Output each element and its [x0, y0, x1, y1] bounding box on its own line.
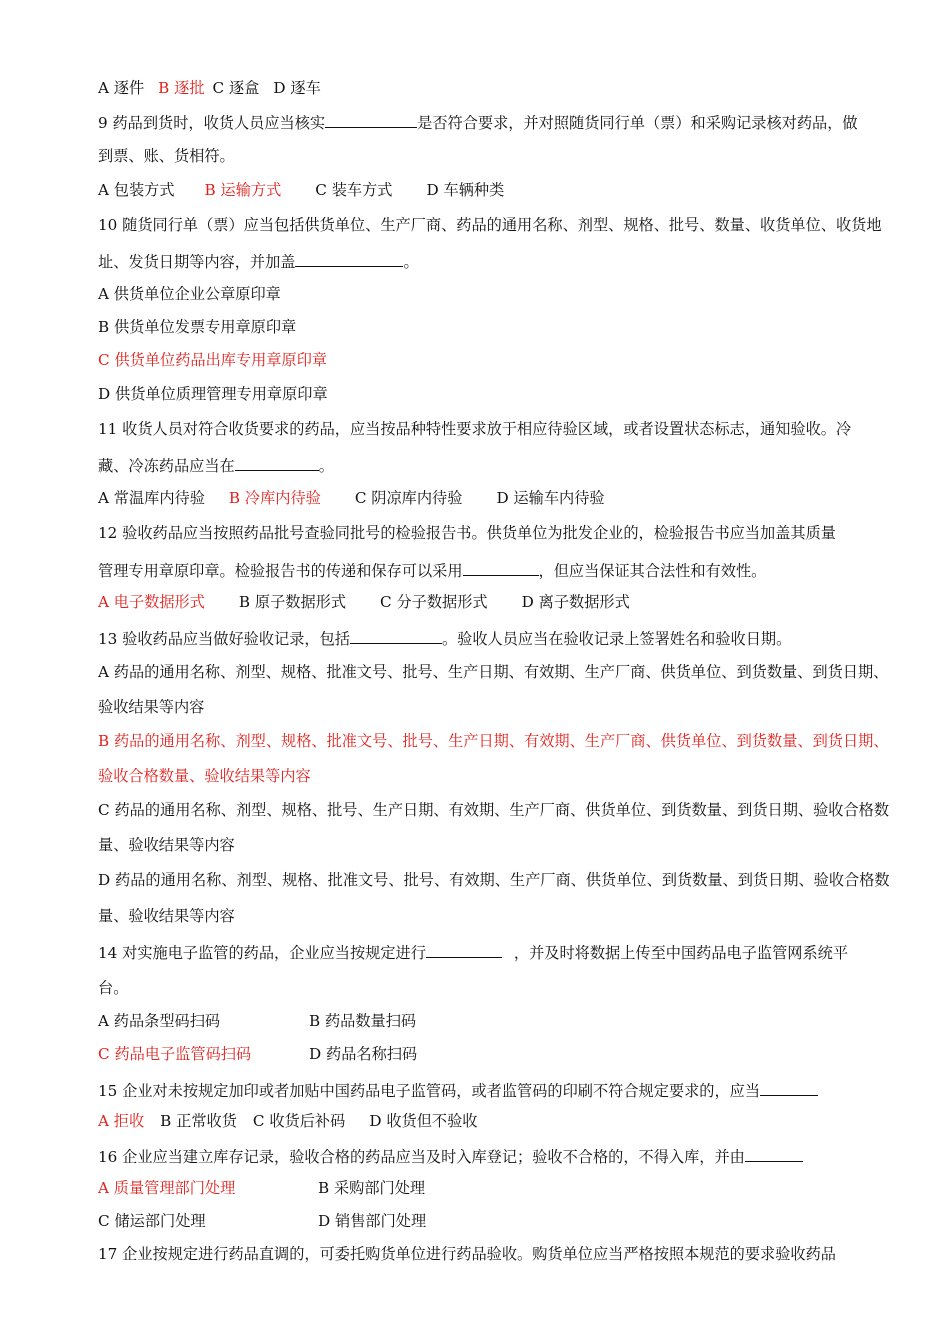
- q12-option-d: D 离子数据形式: [521, 593, 630, 611]
- q12-options-row: [98, 592, 630, 612]
- q16-question-line1: [98, 1145, 803, 1167]
- q16-options-row-2: [98, 1211, 426, 1231]
- q11-options-row: [98, 488, 605, 508]
- q15-option-a-answer: A 拒收: [98, 1112, 145, 1130]
- q13-text-post: 。验收人员应当在验收记录上签署姓名和验收日期。: [441, 630, 792, 648]
- q12-option-b: B 原子数据形式: [238, 593, 347, 611]
- q8-option-c: C 逐盒: [212, 79, 260, 97]
- q14-question-line2: 台。: [98, 979, 129, 997]
- q9-question-line2: 到票、账、货相符。: [98, 147, 235, 165]
- q15-blank: [760, 1079, 818, 1096]
- q11-option-d: D 运输车内待验: [496, 489, 605, 507]
- q15-options-row: [98, 1111, 477, 1131]
- q16-text-pre: 16 企业应当建立库存记录，验收合格的药品应当及时入库登记；验收不合格的，不得入库，并由: [98, 1148, 745, 1166]
- q11-question-line1: 11 收货人员对符合收货要求的药品，应当按品种特性要求放于相应待验区域，或者设置状态标志，通知验收。冷: [98, 420, 852, 438]
- q10-blank: [295, 250, 403, 267]
- q12-option-c: C 分子数据形式: [380, 593, 488, 611]
- q14-options-row-1: [98, 1011, 416, 1031]
- q16-options-row-1: [98, 1178, 425, 1198]
- q10-text-post: 。: [403, 253, 419, 271]
- q9-options-row: [98, 180, 504, 200]
- q14-option-d: D 药品名称扫码: [309, 1045, 418, 1063]
- q11-text-pre: 藏、冷冻药品应当在: [98, 457, 235, 475]
- q13-blank: [350, 627, 442, 644]
- q15-option-d: D 收货但不验收: [369, 1112, 478, 1130]
- q9-option-a: A 包装方式: [98, 181, 175, 199]
- q9-text-pre: 9 药品到货时，收货人员应当核实: [98, 114, 326, 132]
- q13-option-b-answer-line1: B 药品的通用名称、剂型、规格、批准文号、批号、生产日期、有效期、生产厂商、供货单位、到货数量、到货日期、: [98, 732, 889, 750]
- q10-option-a: A 供货单位企业公章原印章: [98, 285, 281, 303]
- q8-options-row: [98, 78, 321, 98]
- q11-option-b-answer: B 冷库内待验: [228, 489, 321, 507]
- q14-option-b: B 药品数量扫码: [309, 1012, 417, 1030]
- q13-option-b-answer-line2: 验收合格数量、验收结果等内容: [98, 767, 311, 785]
- q13-option-d-line2: 量、验收结果等内容: [98, 907, 235, 925]
- q16-option-b: B 采购部门处理: [318, 1179, 426, 1197]
- q13-option-a-line2: 验收结果等内容: [98, 698, 205, 716]
- q9-option-b-answer: B 运输方式: [204, 181, 282, 199]
- q16-option-c: C 储运部门处理: [98, 1212, 206, 1230]
- q13-text-pre: 13 验收药品应当做好验收记录，包括: [98, 630, 350, 648]
- q11-text-post: 。: [318, 457, 334, 475]
- q9-text-post: 是否符合要求，并对照随货同行单（票）和采购记录核对药品，做: [417, 114, 858, 132]
- q14-option-a: A 药品条型码扫码: [98, 1012, 221, 1030]
- q15-option-b: B 正常收货: [160, 1112, 237, 1130]
- q13-option-a-line1: A 药品的通用名称、剂型、规格、批准文号、批号、生产日期、有效期、生产厂商、供货单位、到货数量、到货日期、: [98, 663, 889, 681]
- q10-option-c-answer: C 供货单位药品出库专用章原印章: [98, 351, 328, 369]
- q13-question-line1: [98, 627, 791, 649]
- q11-blank: [235, 454, 319, 471]
- q10-option-d: D 供货单位质理管理专用章原印章: [98, 385, 328, 403]
- q11-question-line2: [98, 454, 334, 476]
- q13-option-d-line1: D 药品的通用名称、剂型、规格、批准文号、批号、有效期、生产厂商、供货单位、到货数量、到货日期、验收合格数: [98, 871, 890, 889]
- q8-option-a: A 逐件: [98, 79, 145, 97]
- q9-option-d: D 车辆种类: [426, 181, 505, 199]
- q14-text-post: ，并及时将数据上传至中国药品电子监管网系统平: [513, 944, 849, 962]
- q12-question-line2: [98, 559, 766, 581]
- q14-option-c-answer: C 药品电子监管码扫码: [98, 1045, 252, 1063]
- q11-option-a: A 常温库内待验: [98, 489, 205, 507]
- q10-option-b: B 供货单位发票专用章原印章: [98, 318, 297, 336]
- q14-options-row-2: [98, 1044, 417, 1064]
- q8-option-b-answer: B 逐批: [158, 79, 205, 97]
- q17-question-line1: 17 企业按规定进行药品直调的，可委托购货单位进行药品验收。购货单位应当严格按照本规范的要求验收药品: [98, 1245, 836, 1263]
- q12-option-a-answer: A 电子数据形式: [98, 593, 205, 611]
- q14-blank: [426, 941, 502, 958]
- q11-option-c: C 阴凉库内待验: [354, 489, 463, 507]
- q8-option-d: D 逐车: [273, 79, 321, 97]
- q14-text-pre: 14 对实施电子监管的药品，企业应当按规定进行: [98, 944, 426, 962]
- q15-option-c: C 收货后补码: [252, 1112, 346, 1130]
- q12-text-pre: 管理专用章原印章。检验报告书的传递和保存可以采用: [98, 562, 463, 580]
- q10-text-pre: 址、发货日期等内容，并加盖: [98, 253, 296, 271]
- q10-question-line2: [98, 250, 419, 272]
- q15-text-pre: 15 企业对未按规定加印或者加贴中国药品电子监管码，或者监管码的印刷不符合规定要求的，应当: [98, 1082, 761, 1100]
- q10-question-line1: 10 随货同行单（票）应当包括供货单位、生产厂商、药品的通用名称、剂型、规格、批号、数量、收货单位、收货地: [98, 216, 882, 234]
- q14-question-line1: [98, 941, 848, 963]
- q9-question-line1: [98, 111, 858, 133]
- q9-blank: [325, 111, 417, 128]
- q16-blank: [745, 1145, 803, 1162]
- q9-option-c: C 装车方式: [315, 181, 393, 199]
- q12-text-post: ，但应当保证其合法性和有效性。: [538, 562, 767, 580]
- q16-option-a-answer: A 质量管理部门处理: [98, 1179, 236, 1197]
- q13-option-c-line2: 量、验收结果等内容: [98, 836, 235, 854]
- q15-question-line1: [98, 1079, 818, 1101]
- q12-blank: [463, 559, 539, 576]
- q16-option-d: D 销售部门处理: [318, 1212, 427, 1230]
- q12-question-line1: 12 验收药品应当按照药品批号查验同批号的检验报告书。供货单位为批发企业的，检验报告书应当加盖其质量: [98, 524, 836, 542]
- q13-option-c-line1: C 药品的通用名称、剂型、规格、批号、生产日期、有效期、生产厂商、供货单位、到货数量、到货日期、验收合格数: [98, 801, 890, 819]
